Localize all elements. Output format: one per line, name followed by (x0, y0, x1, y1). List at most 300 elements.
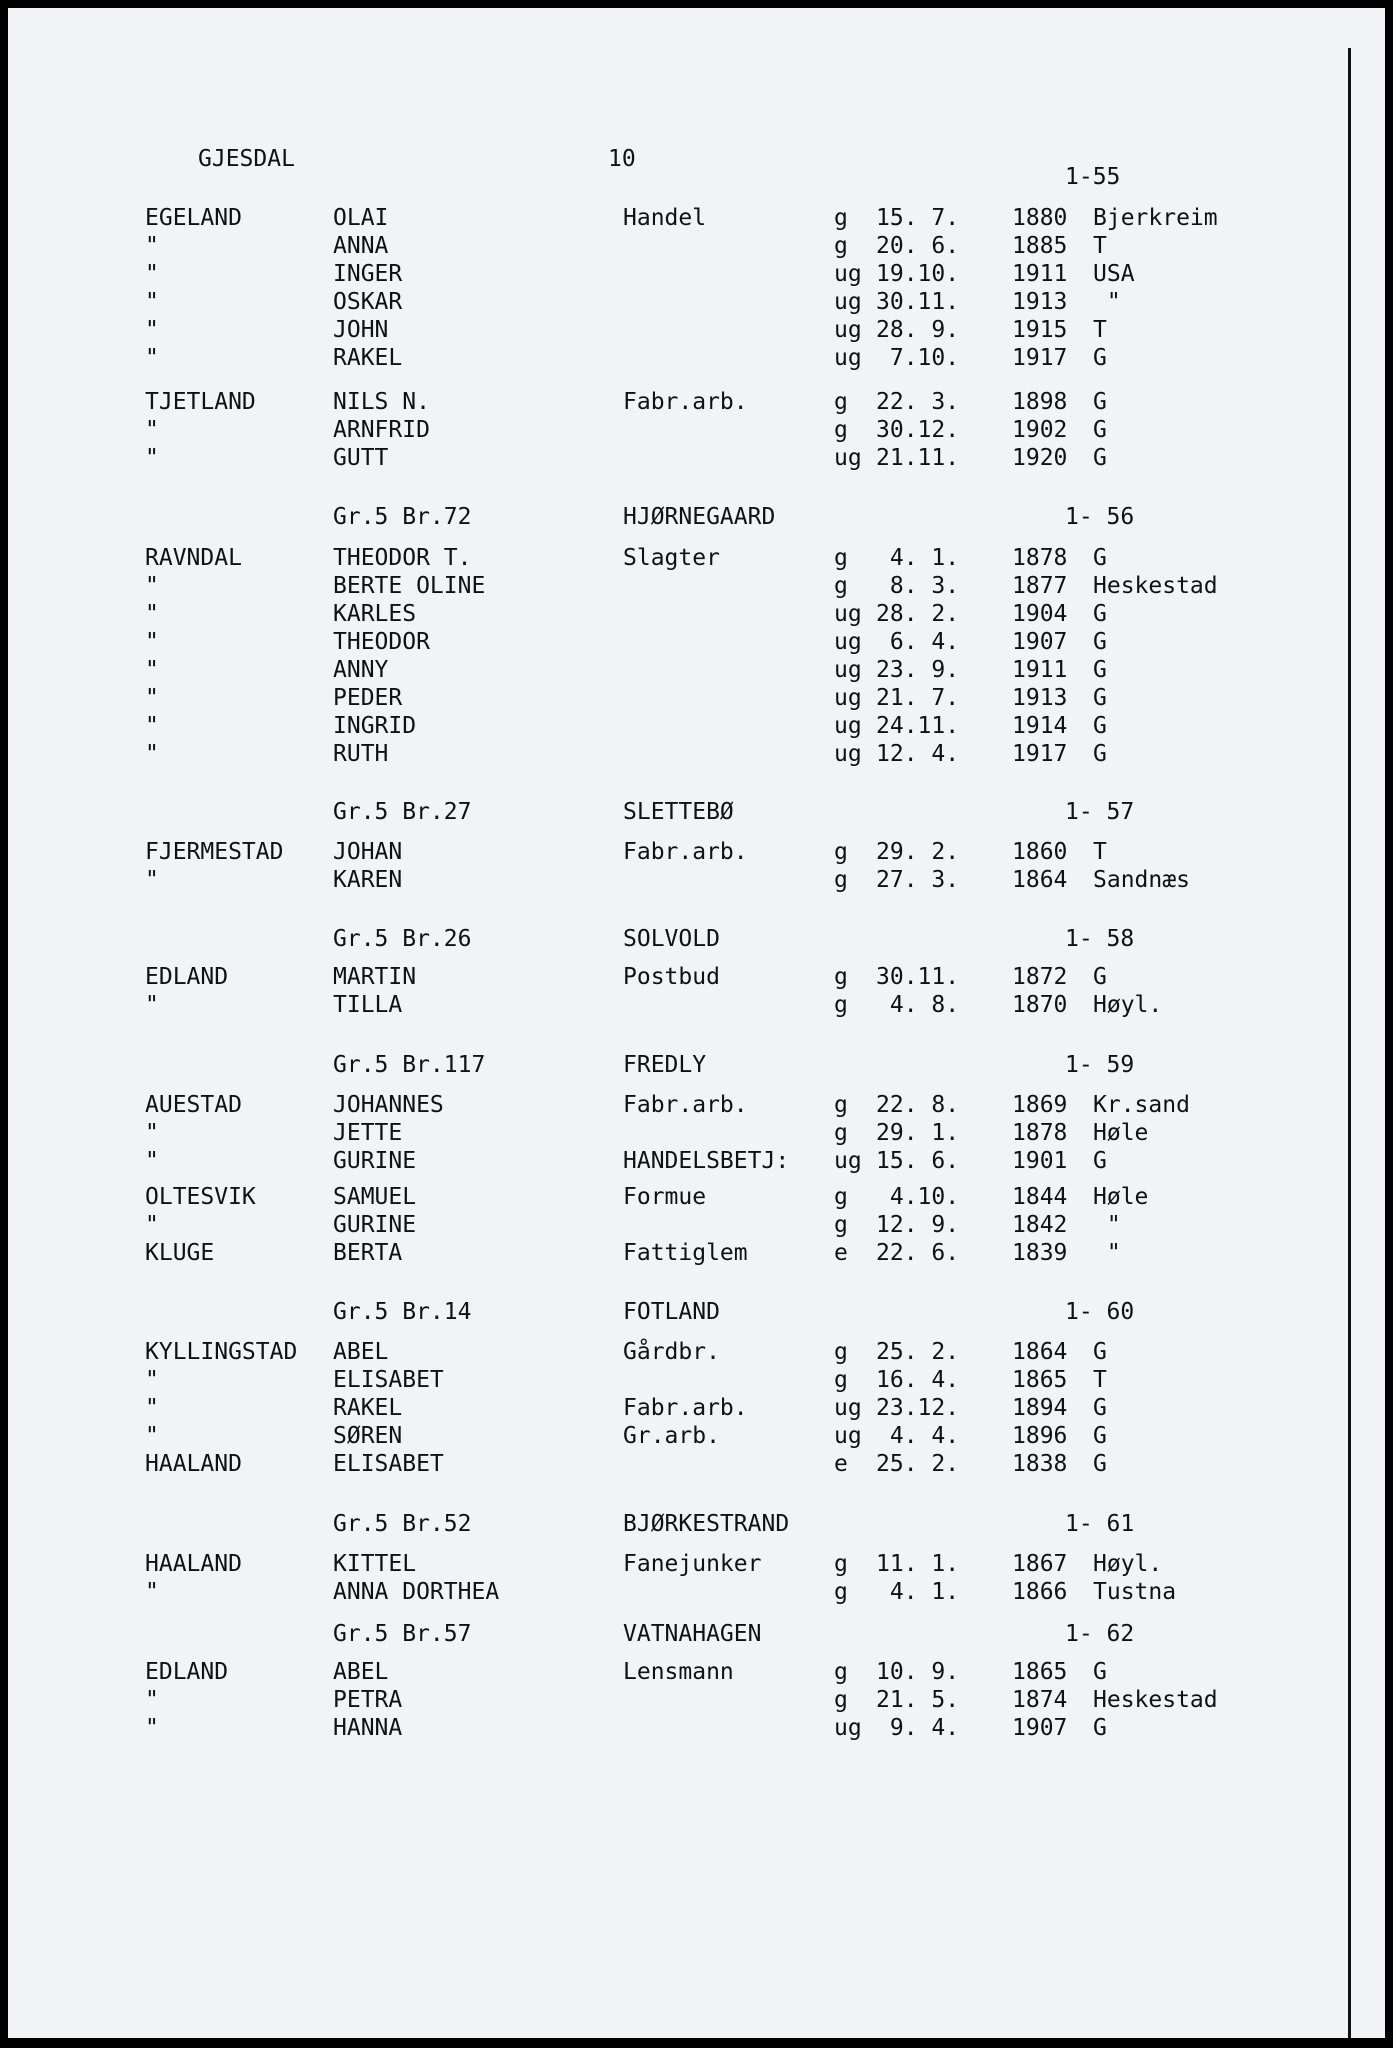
section-header (8, 798, 1348, 826)
birth-place: G (1093, 601, 1107, 627)
given-name: KARLES (333, 601, 417, 627)
surname: " (145, 317, 159, 343)
section-id: 1- 58 (1065, 926, 1135, 952)
person-row (8, 1147, 1348, 1175)
property-reference: Gr.5 Br.72 (333, 504, 472, 530)
marital-status: ug (834, 741, 862, 767)
birth-place: Tustna (1093, 1579, 1177, 1605)
given-name: THEODOR (333, 629, 430, 655)
birth-date: 4. 8. (876, 992, 960, 1018)
given-name: GUTT (333, 445, 389, 471)
given-name: ANNY (333, 657, 389, 683)
given-name: ELISABET (333, 1451, 444, 1477)
person-row (8, 572, 1348, 600)
given-name: ABEL (333, 1659, 389, 1685)
birth-year: 1907 (1012, 629, 1068, 655)
farm-name: BJØRKESTRAND (623, 1511, 790, 1537)
person-row (8, 740, 1348, 768)
given-name: INGER (333, 261, 403, 287)
birth-date: 4. 1. (876, 545, 960, 571)
document-page (8, 8, 1385, 2038)
birth-year: 1844 (1012, 1184, 1068, 1210)
birth-year: 1860 (1012, 839, 1068, 865)
occupation: Gårdbr. (623, 1339, 720, 1365)
marital-status: ug (834, 1715, 862, 1741)
birth-year: 1894 (1012, 1395, 1068, 1421)
birth-date: 28. 9. (876, 317, 960, 343)
birth-date: 20. 6. (876, 233, 960, 259)
birth-date: 12. 4. (876, 741, 960, 767)
given-name: JOHN (333, 317, 389, 343)
birth-date: 6. 4. (876, 629, 960, 655)
given-name: SØREN (333, 1423, 403, 1449)
person-row (8, 712, 1348, 740)
occupation: Fanejunker (623, 1551, 762, 1577)
birth-place: T (1093, 317, 1107, 343)
birth-year: 1907 (1012, 1715, 1068, 1741)
birth-place: G (1093, 713, 1107, 739)
surname: " (145, 417, 159, 443)
marital-status: ug (834, 685, 862, 711)
marital-status: ug (834, 657, 862, 683)
property-reference: Gr.5 Br.14 (333, 1299, 472, 1325)
given-name: BERTA (333, 1240, 403, 1266)
marital-status: ug (834, 1148, 862, 1174)
birth-date: 22. 8. (876, 1092, 960, 1118)
surname: KLUGE (145, 1240, 215, 1266)
surname: " (145, 261, 159, 287)
birth-place: " (1093, 1212, 1121, 1238)
person-row (8, 316, 1348, 344)
birth-year: 1904 (1012, 601, 1068, 627)
person-row (8, 866, 1348, 894)
birth-place: G (1093, 964, 1107, 990)
farm-name: VATNAHAGEN (623, 1621, 762, 1647)
birth-date: 19.10. (876, 261, 960, 287)
birth-place: G (1093, 1659, 1107, 1685)
occupation: Slagter (623, 545, 720, 571)
surname: " (145, 1395, 159, 1421)
given-name: OLAI (333, 205, 389, 231)
marital-status: g (834, 1687, 848, 1713)
birth-place: T (1093, 1367, 1107, 1393)
birth-date: 29. 1. (876, 1120, 960, 1146)
section-id: 1- 57 (1065, 799, 1135, 825)
surname: TJETLAND (145, 389, 256, 415)
birth-date: 21.11. (876, 445, 960, 471)
surname: " (145, 713, 159, 739)
birth-year: 1877 (1012, 573, 1068, 599)
marital-status: g (834, 992, 848, 1018)
birth-place: Kr.sand (1093, 1092, 1190, 1118)
person-row (8, 416, 1348, 444)
person-row (8, 600, 1348, 628)
birth-place: G (1093, 657, 1107, 683)
farm-name: SOLVOLD (623, 926, 720, 952)
marital-status: g (834, 389, 848, 415)
birth-date: 15. 7. (876, 205, 960, 231)
birth-place: G (1093, 1339, 1107, 1365)
section-id: 1- 61 (1065, 1511, 1135, 1537)
birth-year: 1915 (1012, 317, 1068, 343)
marital-status: e (834, 1451, 848, 1477)
given-name: PEDER (333, 685, 403, 711)
birth-date: 9. 4. (876, 1715, 960, 1741)
occupation: Fattiglem (623, 1240, 748, 1266)
surname: " (145, 233, 159, 259)
marital-status: g (834, 545, 848, 571)
birth-year: 1917 (1012, 741, 1068, 767)
birth-year: 1920 (1012, 445, 1068, 471)
page-number: 10 (608, 146, 636, 172)
birth-place: G (1093, 1148, 1107, 1174)
birth-year: 1885 (1012, 233, 1068, 259)
birth-place: Høyl. (1093, 992, 1163, 1018)
section-id: 1- 59 (1065, 1052, 1135, 1078)
surname: HAALAND (145, 1551, 242, 1577)
birth-place: T (1093, 233, 1107, 259)
birth-year: 1911 (1012, 261, 1068, 287)
marital-status: g (834, 1092, 848, 1118)
person-row (8, 838, 1348, 866)
surname: " (145, 1579, 159, 1605)
person-row (8, 1366, 1348, 1394)
birth-place: Heskestad (1093, 1687, 1218, 1713)
surname: " (145, 741, 159, 767)
person-row (8, 991, 1348, 1019)
marital-status: g (834, 1659, 848, 1685)
person-row (8, 1211, 1348, 1239)
surname: " (145, 1423, 159, 1449)
birth-place: Bjerkreim (1093, 205, 1218, 231)
property-reference: Gr.5 Br.26 (333, 926, 472, 952)
given-name: NILS N. (333, 389, 430, 415)
birth-date: 15. 6. (876, 1148, 960, 1174)
birth-date: 30.11. (876, 289, 960, 315)
occupation: Handel (623, 205, 707, 231)
property-reference: Gr.5 Br.57 (333, 1621, 472, 1647)
birth-date: 8. 3. (876, 573, 960, 599)
birth-year: 1865 (1012, 1367, 1068, 1393)
person-row (8, 388, 1348, 416)
birth-date: 24.11. (876, 713, 960, 739)
birth-year: 1839 (1012, 1240, 1068, 1266)
given-name: ELISABET (333, 1367, 444, 1393)
given-name: ANNA (333, 233, 389, 259)
person-row (8, 1119, 1348, 1147)
birth-year: 1838 (1012, 1451, 1068, 1477)
birth-year: 1865 (1012, 1659, 1068, 1685)
birth-place: G (1093, 1395, 1107, 1421)
given-name: BERTE OLINE (333, 573, 486, 599)
section-id: 1- 62 (1065, 1621, 1135, 1647)
birth-place: Heskestad (1093, 573, 1218, 599)
birth-year: 1913 (1012, 685, 1068, 711)
marital-status: ug (834, 1423, 862, 1449)
surname: " (145, 992, 159, 1018)
birth-date: 7.10. (876, 345, 960, 371)
person-row (8, 232, 1348, 260)
given-name: SAMUEL (333, 1184, 417, 1210)
surname: FJERMESTAD (145, 839, 284, 865)
marital-status: ug (834, 1395, 862, 1421)
birth-place: Høle (1093, 1120, 1149, 1146)
birth-place: G (1093, 445, 1107, 471)
surname: " (145, 685, 159, 711)
farm-name: FREDLY (623, 1052, 707, 1078)
given-name: OSKAR (333, 289, 403, 315)
birth-place: Høyl. (1093, 1551, 1163, 1577)
marital-status: g (834, 1212, 848, 1238)
section-header (8, 503, 1348, 531)
birth-date: 22. 6. (876, 1240, 960, 1266)
occupation: Postbud (623, 964, 720, 990)
birth-date: 23.12. (876, 1395, 960, 1421)
birth-year: 1902 (1012, 417, 1068, 443)
marital-status: g (834, 964, 848, 990)
given-name: GURINE (333, 1212, 417, 1238)
given-name: ANNA DORTHEA (333, 1579, 500, 1605)
surname: " (145, 657, 159, 683)
given-name: TILLA (333, 992, 403, 1018)
birth-place: " (1093, 289, 1121, 315)
occupation: Fabr.arb. (623, 1395, 748, 1421)
marital-status: ug (834, 713, 862, 739)
property-reference: Gr.5 Br.52 (333, 1511, 472, 1537)
birth-year: 1872 (1012, 964, 1068, 990)
surname: " (145, 1687, 159, 1713)
section-header (8, 1510, 1348, 1538)
section-header (8, 163, 1348, 191)
occupation: Fabr.arb. (623, 839, 748, 865)
person-row (8, 204, 1348, 232)
surname: EDLAND (145, 1659, 229, 1685)
farm-name: HJØRNEGAARD (623, 504, 776, 530)
person-row (8, 288, 1348, 316)
page-border-right (1348, 48, 1351, 2038)
surname: " (145, 289, 159, 315)
farm-name: SLETTEBØ (623, 799, 734, 825)
birth-place: T (1093, 839, 1107, 865)
birth-date: 11. 1. (876, 1551, 960, 1577)
given-name: HANNA (333, 1715, 403, 1741)
occupation: Fabr.arb. (623, 1092, 748, 1118)
birth-year: 1874 (1012, 1687, 1068, 1713)
section-id: 1-55 (1065, 164, 1121, 190)
birth-place: G (1093, 1715, 1107, 1741)
occupation: Lensmann (623, 1659, 734, 1685)
person-row (8, 1450, 1348, 1478)
person-row (8, 1338, 1348, 1366)
marital-status: g (834, 839, 848, 865)
person-row (8, 544, 1348, 572)
birth-date: 10. 9. (876, 1659, 960, 1685)
birth-date: 30.12. (876, 417, 960, 443)
surname: " (145, 445, 159, 471)
marital-status: g (834, 233, 848, 259)
marital-status: g (834, 205, 848, 231)
section-id: 1- 60 (1065, 1299, 1135, 1325)
birth-date: 29. 2. (876, 839, 960, 865)
surname: RAVNDAL (145, 545, 242, 571)
section-id: 1- 56 (1065, 504, 1135, 530)
marital-status: ug (834, 261, 862, 287)
birth-place: G (1093, 389, 1107, 415)
birth-place: G (1093, 741, 1107, 767)
property-reference: Gr.5 Br.117 (333, 1052, 486, 1078)
given-name: RUTH (333, 741, 389, 767)
birth-year: 1898 (1012, 389, 1068, 415)
surname: " (145, 867, 159, 893)
section-header (8, 1051, 1348, 1079)
birth-date: 21. 7. (876, 685, 960, 711)
surname: " (145, 1148, 159, 1174)
given-name: RAKEL (333, 345, 403, 371)
given-name: GURINE (333, 1148, 417, 1174)
person-row (8, 1550, 1348, 1578)
birth-year: 1842 (1012, 1212, 1068, 1238)
birth-date: 16. 4. (876, 1367, 960, 1393)
birth-date: 25. 2. (876, 1451, 960, 1477)
birth-place: G (1093, 629, 1107, 655)
given-name: JOHANNES (333, 1092, 444, 1118)
birth-year: 1867 (1012, 1551, 1068, 1577)
surname: HAALAND (145, 1451, 242, 1477)
marital-status: g (834, 1579, 848, 1605)
marital-status: g (834, 867, 848, 893)
given-name: PETRA (333, 1687, 403, 1713)
birth-date: 21. 5. (876, 1687, 960, 1713)
birth-date: 4. 1. (876, 1579, 960, 1605)
marital-status: g (834, 1184, 848, 1210)
occupation: Fabr.arb. (623, 389, 748, 415)
surname: OLTESVIK (145, 1184, 256, 1210)
person-row (8, 344, 1348, 372)
person-row (8, 1578, 1348, 1606)
marital-status: ug (834, 317, 862, 343)
birth-date: 30.11. (876, 964, 960, 990)
birth-year: 1869 (1012, 1092, 1068, 1118)
surname: EDLAND (145, 964, 229, 990)
person-row (8, 1686, 1348, 1714)
birth-year: 1866 (1012, 1579, 1068, 1605)
person-row (8, 1422, 1348, 1450)
given-name: INGRID (333, 713, 417, 739)
surname: " (145, 1212, 159, 1238)
parish-header: GJESDAL (198, 146, 295, 172)
birth-place: USA (1093, 261, 1135, 287)
birth-date: 4.10. (876, 1184, 960, 1210)
birth-year: 1901 (1012, 1148, 1068, 1174)
occupation: Gr.arb. (623, 1423, 720, 1449)
birth-year: 1864 (1012, 867, 1068, 893)
birth-place: " (1093, 1240, 1121, 1266)
surname: AUESTAD (145, 1092, 242, 1118)
birth-date: 27. 3. (876, 867, 960, 893)
birth-year: 1880 (1012, 205, 1068, 231)
property-reference: Gr.5 Br.27 (333, 799, 472, 825)
birth-place: G (1093, 545, 1107, 571)
occupation: HANDELSBETJ: (623, 1148, 790, 1174)
surname: " (145, 1715, 159, 1741)
birth-place: Sandnæs (1093, 867, 1190, 893)
marital-status: e (834, 1240, 848, 1266)
birth-year: 1914 (1012, 713, 1068, 739)
person-row (8, 260, 1348, 288)
birth-date: 22. 3. (876, 389, 960, 415)
surname: " (145, 345, 159, 371)
birth-year: 1864 (1012, 1339, 1068, 1365)
birth-date: 28. 2. (876, 601, 960, 627)
birth-date: 12. 9. (876, 1212, 960, 1238)
surname: EGELAND (145, 205, 242, 231)
marital-status: ug (834, 289, 862, 315)
person-row (8, 1091, 1348, 1119)
section-header (8, 925, 1348, 953)
given-name: MARTIN (333, 964, 417, 990)
marital-status: g (834, 1367, 848, 1393)
birth-year: 1913 (1012, 289, 1068, 315)
marital-status: ug (834, 345, 862, 371)
marital-status: ug (834, 629, 862, 655)
person-row (8, 656, 1348, 684)
occupation: Formue (623, 1184, 707, 1210)
given-name: ARNFRID (333, 417, 430, 443)
person-row (8, 1394, 1348, 1422)
person-row (8, 1239, 1348, 1267)
person-row (8, 684, 1348, 712)
surname: " (145, 629, 159, 655)
marital-status: g (834, 573, 848, 599)
given-name: JOHAN (333, 839, 403, 865)
birth-year: 1896 (1012, 1423, 1068, 1449)
section-header (8, 1298, 1348, 1326)
birth-year: 1911 (1012, 657, 1068, 683)
marital-status: g (834, 1120, 848, 1146)
marital-status: g (834, 1339, 848, 1365)
marital-status: g (834, 1551, 848, 1577)
given-name: RAKEL (333, 1395, 403, 1421)
given-name: ABEL (333, 1339, 389, 1365)
birth-date: 25. 2. (876, 1339, 960, 1365)
surname: " (145, 573, 159, 599)
birth-place: G (1093, 345, 1107, 371)
person-row (8, 628, 1348, 656)
birth-year: 1917 (1012, 345, 1068, 371)
birth-year: 1870 (1012, 992, 1068, 1018)
birth-place: G (1093, 1451, 1107, 1477)
birth-date: 23. 9. (876, 657, 960, 683)
birth-place: G (1093, 685, 1107, 711)
given-name: KITTEL (333, 1551, 417, 1577)
person-row (8, 1658, 1348, 1686)
birth-year: 1878 (1012, 545, 1068, 571)
given-name: KAREN (333, 867, 403, 893)
surname: " (145, 1120, 159, 1146)
person-row (8, 444, 1348, 472)
farm-name: FOTLAND (623, 1299, 720, 1325)
marital-status: ug (834, 445, 862, 471)
given-name: JETTE (333, 1120, 403, 1146)
birth-place: Høle (1093, 1184, 1149, 1210)
surname: " (145, 601, 159, 627)
birth-place: G (1093, 417, 1107, 443)
given-name: THEODOR T. (333, 545, 472, 571)
person-row (8, 1714, 1348, 1742)
marital-status: g (834, 417, 848, 443)
section-header (8, 1620, 1348, 1648)
birth-date: 4. 4. (876, 1423, 960, 1449)
